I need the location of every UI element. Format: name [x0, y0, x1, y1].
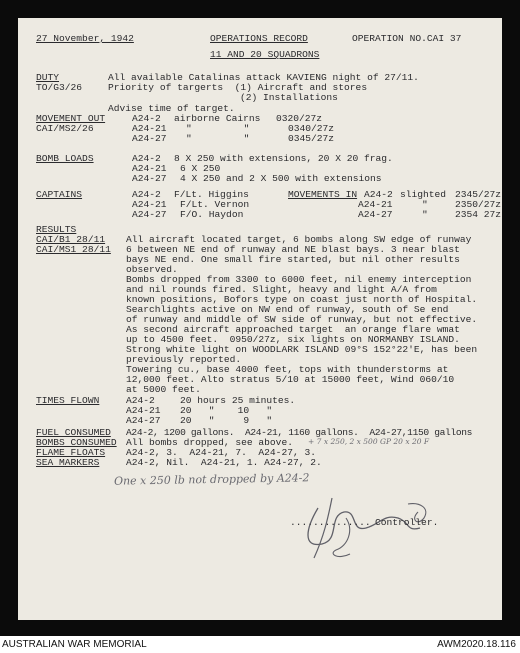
results-line: Bombs dropped from 3300 to 6000 feet, nil enemy interception [126, 274, 472, 285]
movements-in-label: MOVEMENTS IN [288, 189, 358, 200]
sea-markers-text: A24-2, Nil. A24-21, 1. A24-27, 2. [126, 457, 322, 468]
results-line: at 5000 feet. [126, 384, 201, 395]
movement-out-aircraft: A24-2 [132, 113, 161, 124]
duty-line-3: (2) Installations [240, 92, 338, 103]
results-line: Towering cu., base 4000 feet, tops with thunderstorms at [126, 364, 449, 375]
operation-number: OPERATION NO.CAI 37 [352, 33, 462, 44]
record-title: OPERATIONS RECORD [210, 33, 308, 44]
results-line: As second aircraft approached target an orange flare wmat [126, 324, 460, 335]
duty-line-1: All available Catalinas attack KAVIENG night of 27/11. [108, 72, 419, 83]
results-label: RESULTS [36, 224, 77, 235]
movement-in-text: " [422, 199, 428, 210]
bomb-load-aircraft: A24-2 [132, 153, 161, 164]
movement-in-time: 2345/27z [455, 189, 502, 200]
sea-markers-label: SEA MARKERS [36, 457, 100, 468]
results-line: of runway and middle of SW side of runway, but not effective. [126, 314, 478, 325]
results-ref-1: CAI/B1 28/11 [36, 234, 106, 245]
record-subtitle: 11 AND 20 SQUADRONS [210, 49, 320, 60]
archive-id: AWM2020.18.116 [437, 639, 516, 650]
bomb-load-text: 4 X 250 and 2 X 500 with extensions [180, 173, 382, 184]
results-line: up to 4500 feet. 0950/27z, six lights on NORMANBY ISLAND. [126, 334, 460, 345]
time-flown-aircraft: A24-2 [126, 395, 155, 406]
time-flown-text: 20 hours 25 minutes. [180, 395, 296, 406]
results-line: previously reported. [126, 354, 242, 365]
movement-out-time: 0345/27z [288, 133, 335, 144]
bomb-load-aircraft: A24-21 [132, 163, 167, 174]
captain-name: F/Lt. Higgins [174, 189, 249, 200]
archive-credit: AUSTRALIAN WAR MEMORIAL [2, 639, 147, 650]
results-line: known positions, Bofors type on coast just north of Hospital. [126, 294, 478, 305]
duty-line-4: Advise time of target. [108, 103, 235, 114]
flame-floats-label: FLAME FLOATS [36, 447, 106, 458]
results-line: bays NE end. One small fire started, but nil other results [126, 254, 460, 265]
captain-name: F/O. Haydon [180, 209, 244, 220]
flame-floats-text: A24-2, 3. A24-21, 7. A24-27, 3. [126, 447, 316, 458]
movement-in-aircraft: A24-27 [358, 209, 393, 220]
movement-out-aircraft: A24-27 [132, 133, 167, 144]
results-line: All aircraft located target, 6 bombs along SW edge of runway [126, 234, 472, 245]
movement-in-time: 2354 27z [455, 209, 502, 220]
duty-ref: TO/G3/26 [36, 82, 83, 93]
archive-footer [0, 636, 520, 653]
captain-name: F/Lt. Vernon [180, 199, 250, 210]
controller-label: Controller. [375, 517, 439, 528]
movement-in-aircraft: A24-21 [358, 199, 393, 210]
results-line: and nil rounds fired. Slight, heavy and light A/A from [126, 284, 437, 295]
captain-aircraft: A24-21 [132, 199, 167, 210]
movement-out-text: airborne Cairns [174, 113, 261, 124]
handwritten-note: One x 250 lb not dropped by A24-2 [113, 471, 310, 488]
controller-dots: .............. [290, 517, 371, 528]
movement-in-time: 2350/27z [455, 199, 502, 210]
movement-out-label: MOVEMENT OUT [36, 113, 106, 124]
fuel-consumed-text: A24-2, 1200 gallons. A24-21, 1160 gallons. A24-27,1150 gallons [126, 427, 473, 438]
movement-out-aircraft: A24-21 [132, 123, 167, 134]
movement-out-text: " " [186, 123, 250, 134]
bomb-loads-label: BOMB LOADS [36, 153, 94, 164]
captains-label: CAPTAINS [36, 189, 83, 200]
duty-line-2: Priority of targerts (1) Aircraft and stores [108, 82, 368, 93]
fuel-consumed-label: FUEL CONSUMED [36, 427, 111, 438]
times-flown-label: TIMES FLOWN [36, 395, 100, 406]
movement-out-text: " " [186, 133, 250, 144]
bombs-consumed-label: BOMBS CONSUMED [36, 437, 117, 448]
results-ref-2: CAI/MS1 28/11 [36, 244, 111, 255]
bomb-load-text: 8 X 250 with extensions, 20 X 20 frag. [174, 153, 393, 164]
movement-in-text: slighted [400, 189, 447, 200]
time-flown-text: 20 " 9 " [180, 415, 273, 426]
time-flown-aircraft: A24-27 [126, 415, 161, 426]
results-line: Strong white light on WOODLARK ISLAND 09°S 152°22'E, has been [126, 344, 478, 355]
captain-aircraft: A24-2 [132, 189, 161, 200]
movement-out-time: 0340/27z [288, 123, 335, 134]
document-page [18, 18, 502, 620]
controller-signature [288, 488, 448, 568]
duty-label: DUTY [36, 72, 60, 83]
results-line: 12,000 feet. Alto stratus 5/10 at 15000 feet, Wind 060/10 [126, 374, 455, 385]
movement-out-ref: CAI/MS2/26 [36, 123, 94, 134]
time-flown-text: 20 " 10 " [180, 405, 273, 416]
bombs-consumed-annotation: + 7 x 250, 2 x 500 GP 20 x 20 F [308, 437, 430, 446]
record-date: 27 November, 1942 [36, 33, 134, 44]
bombs-consumed-text: All bombs dropped, see above. [126, 437, 293, 448]
movement-in-aircraft: A24-2 [364, 189, 393, 200]
captain-aircraft: A24-27 [132, 209, 167, 220]
time-flown-aircraft: A24-21 [126, 405, 161, 416]
bomb-load-text: 6 X 250 [180, 163, 221, 174]
bomb-load-aircraft: A24-27 [132, 173, 167, 184]
movement-in-text: " [422, 209, 428, 220]
movement-out-time: 0320/27z [276, 113, 323, 124]
results-line: observed. [126, 264, 178, 275]
results-line: 6 between NE end of runway and NE blast bays. 3 near blast [126, 244, 460, 255]
results-line: Searchlights active on NW end of runway, south of Se end [126, 304, 449, 315]
